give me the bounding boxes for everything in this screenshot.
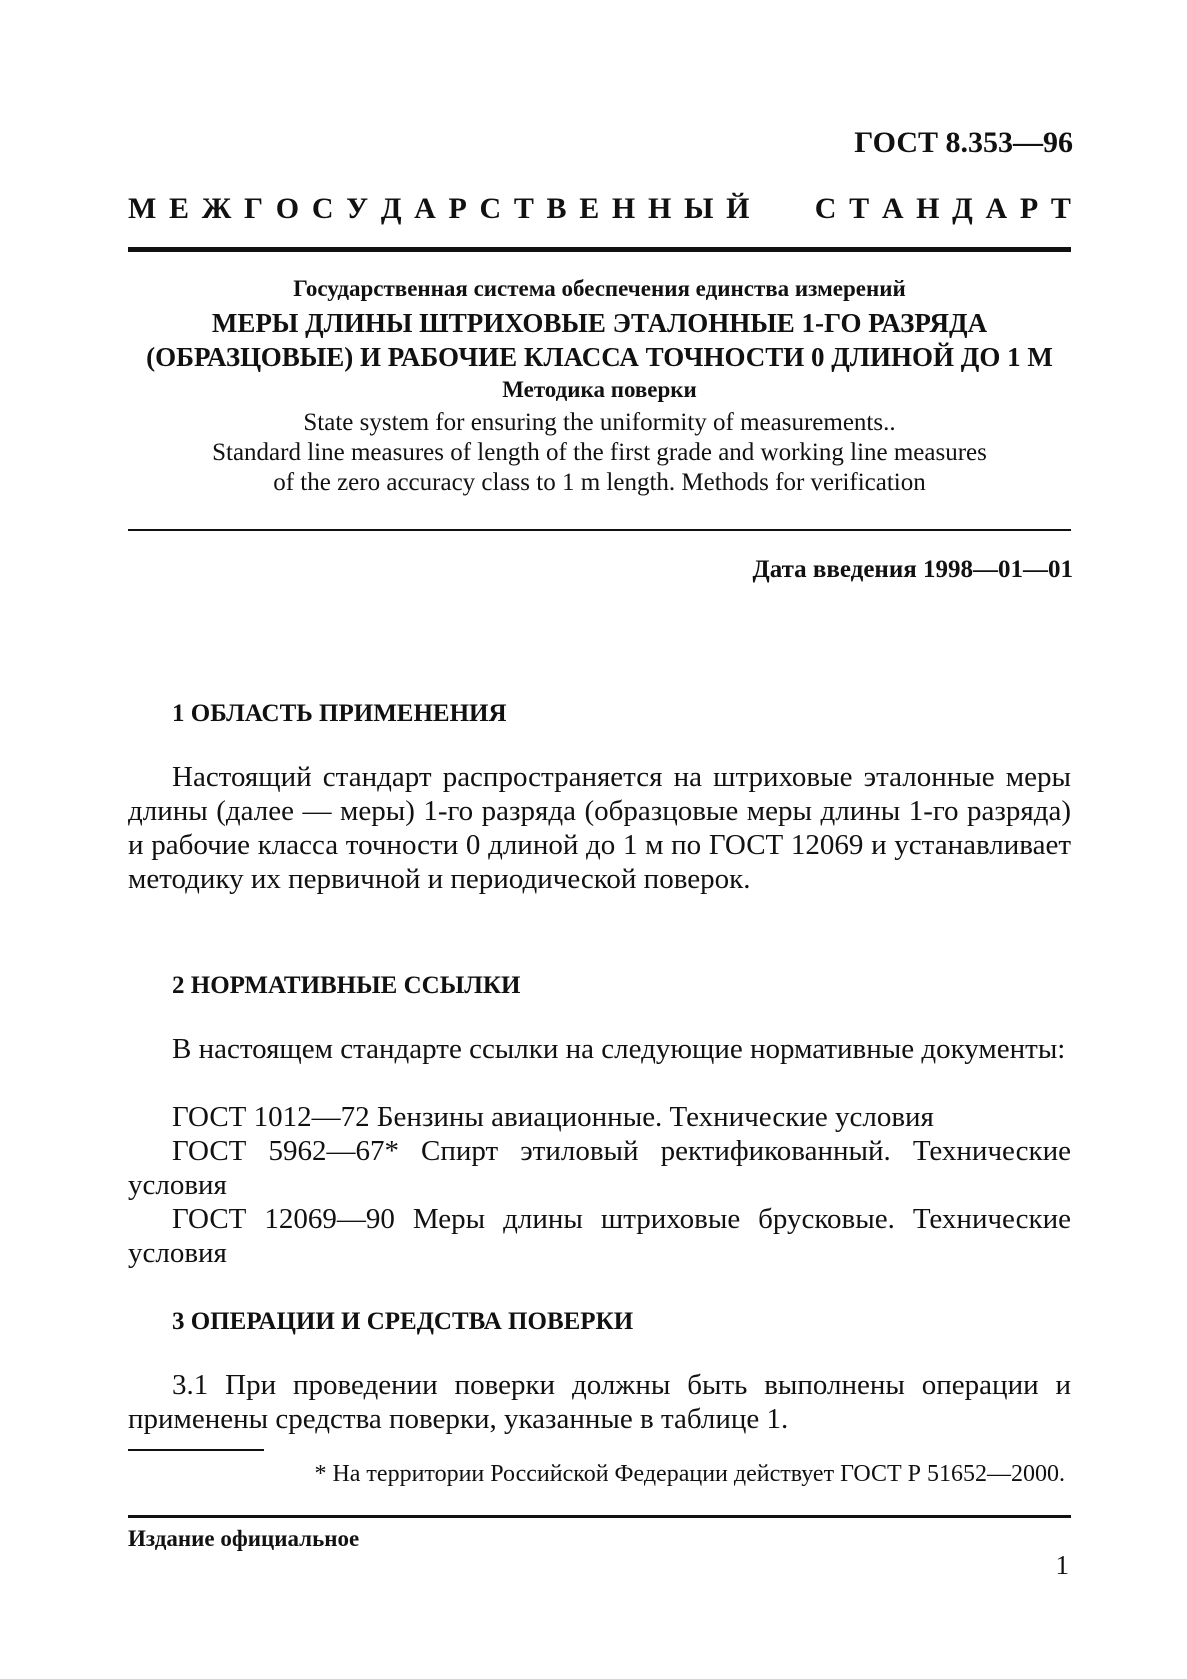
reference-item: ГОСТ 12069—90 Меры длины штриховые брусковые. Технические условия [128,1203,1071,1269]
reference-item: ГОСТ 5962—67* Спирт этиловый ректификованный. Технические условия [128,1135,1071,1201]
english-title-line: Standard line measures of length of the first grade and working line measures [212,439,987,466]
references-intro: В настоящем стандарте ссылки на следующие нормативные документы: [172,1033,1066,1065]
banner-letter: О [275,192,300,225]
standard-banner [128,192,1071,226]
banner-letter: Д [952,192,973,225]
main-title-line: (ОБРАЗЦОВЫЕ) И РАБОЧИЕ КЛАССА ТОЧНОСТИ 0 ДЛИНОЙ ДО 1 М [146,342,1053,372]
banner-gap [762,192,802,226]
banner-letter: В [546,192,567,225]
banner-letter: А [414,192,436,225]
main-title-line: МЕРЫ ДЛИНЫ ШТРИХОВЫЕ ЭТАЛОННЫЕ 1-ГО РАЗРЯДА [211,308,988,338]
banner-letter: Д [380,192,402,225]
header-divider [128,247,1071,252]
system-subtitle: Государственная система обеспечения единства измерений [293,276,906,301]
banner-letter: Р [448,192,467,225]
section-heading-scope: 1 ОБЛАСТЬ ПРИМЕНЕНИЯ [172,700,507,727]
english-title [128,408,1071,498]
banner-letter: Е [579,192,600,225]
banner-letter: Н [647,192,672,225]
footer-divider [128,1515,1071,1518]
banner-letter: Н [611,192,636,225]
banner-letter: Ж [201,192,232,225]
english-title-line: State system for ensuring the uniformity of measurements.. [303,409,896,436]
footnote-divider [128,1449,264,1451]
method-title: Методика поверки [502,377,697,402]
banner-letter: Г [244,192,264,225]
page-number: 1 [1055,1550,1069,1580]
reference-item: ГОСТ 1012—72 Бензины авиационные. Технические условия [172,1101,934,1133]
section-text-scope: Настоящий стандарт распространяется на штриховые эталонные меры длины (далее — меры) 1-го разряда (образцовые меры длины 1-го разряда) и рабочие класса точности 0 длиной до 1 м по ГОСТ 12069 и устанавливает методику их первичной и периодической поверок. [128,761,1071,895]
banner-letter: Е [169,192,190,225]
banner-letter: Т [1050,192,1071,225]
title-divider [128,529,1071,531]
banner-letter: Й [726,192,750,225]
banner-letter: Н [916,192,940,225]
banner-letter: Т [849,192,870,225]
footnote: * На территории Российской Федерации действует ГОСТ Р 51652—2000. [314,1461,1065,1487]
document-number: ГОСТ 8.353—96 [854,126,1073,159]
banner-letter: Ы [683,192,714,225]
introduction-date: Дата введения 1998—01—01 [752,556,1073,583]
banner-letter: А [985,192,1008,225]
english-title-line: of the zero accuracy class to 1 m length. Methods for verification [273,469,926,496]
banner-letter: А [881,192,904,225]
banner-letter: М [128,192,157,225]
banner-letter: Р [1019,192,1039,225]
section-heading-operations: 3 ОПЕРАЦИИ И СРЕДСТВА ПОВЕРКИ [172,1308,634,1335]
edition-label: Издание официальное [128,1526,360,1551]
banner-letter: Т [513,192,534,225]
banner-letter: С [311,192,334,225]
banner-letter: У [346,192,369,225]
main-title [128,306,1071,374]
banner-letter: С [814,192,837,225]
section-text-operations: 3.1 При проведении поверки должны быть выполнены операции и применены средства поверки, указанные в таблице 1. [128,1369,1071,1435]
section-heading-references: 2 НОРМАТИВНЫЕ ССЫЛКИ [172,972,521,999]
banner-letter: С [479,192,502,225]
